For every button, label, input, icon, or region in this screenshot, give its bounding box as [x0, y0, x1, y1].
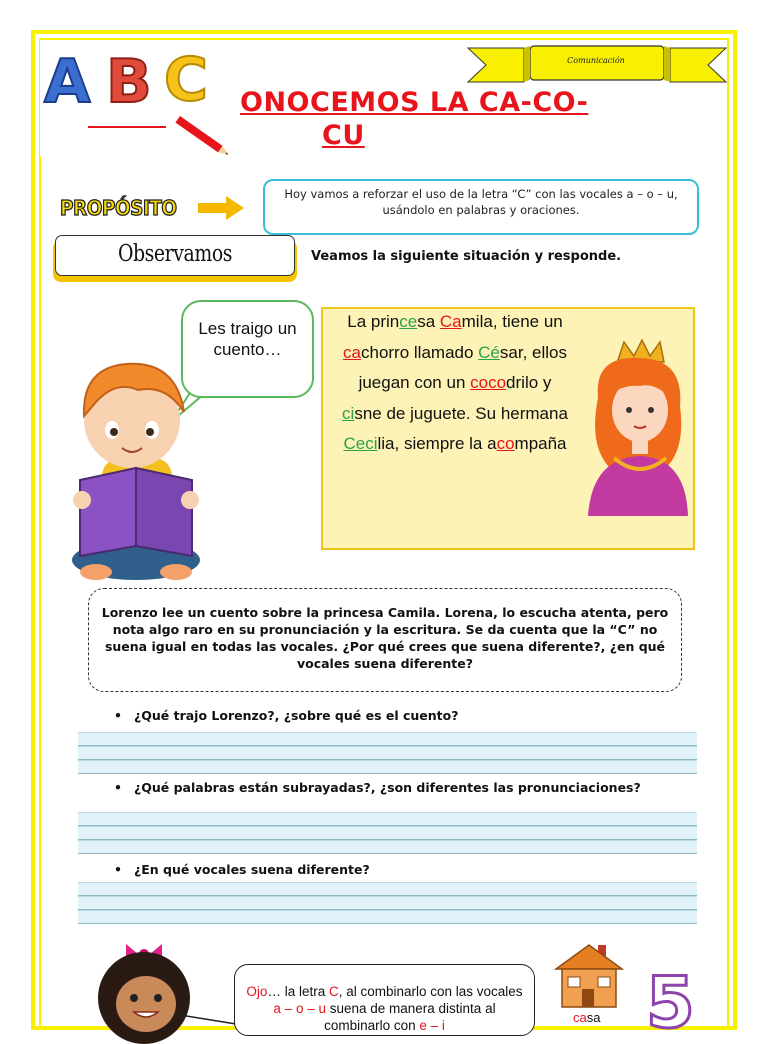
purpose-text: Hoy vamos a reforzar el uso de la letra “C” con las vocales a – o – u, usándolo en palabras y oraciones.	[263, 179, 699, 235]
observe-instruction: Veamos la siguiente situación y responde.	[311, 249, 622, 264]
princess-illustration-icon	[584, 340, 688, 520]
story-highlight: coco	[470, 373, 507, 392]
logo-letter-a: A	[44, 47, 91, 117]
ojo-highlight: a – o – u	[273, 1001, 326, 1016]
casa-rest: sa	[586, 1010, 601, 1025]
story-line	[330, 311, 580, 333]
story-text-segment: lia, siempre la a	[377, 434, 497, 453]
story-highlight: Ca	[439, 312, 462, 331]
question-1-bullet: •	[114, 708, 122, 723]
story-line	[330, 372, 580, 394]
casa-highlight: ca	[573, 1010, 587, 1025]
question-2	[114, 780, 641, 795]
story-text-segment: La prin	[347, 312, 400, 331]
ojo-text-segment: … la letra	[267, 984, 329, 999]
ojo-highlight: e – i	[419, 1018, 445, 1033]
question-1-text: ¿Qué trajo Lorenzo?, ¿sobre qué es el cuento?	[134, 708, 459, 723]
story-highlight: ci	[342, 403, 355, 423]
answer-lines-1[interactable]	[78, 732, 697, 774]
story-text-segment: mpaña	[514, 434, 567, 453]
question-3-text: ¿En qué vocales suena diferente?	[134, 862, 370, 877]
ojo-text-segment: suena de manera distinta al combinarlo con	[324, 1001, 496, 1033]
story-line	[330, 342, 580, 364]
purpose-label: PROPÓSITO	[60, 196, 177, 220]
title-line-1: ONOCEMOS LA CA-CO-	[240, 87, 589, 118]
story-highlight: Cé	[478, 342, 500, 362]
answer-lines-2[interactable]	[78, 812, 697, 854]
story-highlight: ca	[343, 342, 361, 362]
question-2-bullet: •	[114, 780, 122, 795]
page-number: 5	[646, 962, 695, 1044]
title-line-2: CU	[322, 120, 365, 151]
question-1	[114, 708, 459, 723]
ojo-highlight: C	[328, 984, 339, 999]
page-title	[240, 86, 640, 152]
casa-word	[573, 1010, 600, 1025]
question-2-text: ¿Qué palabras están subrayadas?, ¿son diferentes las pronunciaciones?	[134, 780, 641, 795]
story-line	[330, 433, 580, 455]
logo-letter-c: C	[164, 45, 209, 115]
ribbon-banner-icon	[468, 44, 726, 88]
story-highlight: ce	[399, 312, 418, 331]
story-text-segment: sar, ellos	[499, 342, 567, 362]
arrow-right-icon	[198, 196, 246, 220]
ojo-highlight: Ojo	[246, 984, 268, 999]
story-text-segment: mila, tiene un	[461, 312, 563, 331]
story-text-segment: drilo y	[506, 373, 552, 392]
house-icon	[554, 941, 624, 1009]
story-text-segment: sne de juguete. Su hermana	[354, 403, 568, 423]
story-highlight: Ceci	[343, 434, 378, 453]
question-3	[114, 862, 370, 877]
story-text-segment: chorro llamado	[360, 342, 479, 362]
story-text-segment: sa	[417, 312, 440, 331]
girl-illustration-icon	[80, 942, 220, 1024]
story-line	[330, 403, 580, 425]
speech-bubble: Les traigo un cuento…	[181, 300, 314, 398]
abc-logo	[40, 40, 240, 156]
description-text: Lorenzo lee un cuento sobre la princesa Camila. Lorena, lo escucha atenta, pero nota algo raro en su pronunciación y la escritura. Se da cuenta que la “C” no suena igual en todas las vocales. ¿Por qué crees que suena diferente?, ¿en qué vocales suena diferente?	[101, 605, 669, 671]
question-3-bullet: •	[114, 862, 122, 877]
answer-lines-3[interactable]	[78, 882, 697, 924]
observe-label: Observamos	[117, 241, 233, 267]
logo-letter-b: B	[106, 47, 152, 117]
ojo-note	[234, 964, 535, 1036]
subject-banner-label: Comunicación	[567, 56, 625, 65]
story-text	[330, 311, 580, 464]
boy-reading-illustration-icon	[66, 350, 222, 586]
story-text-segment: juegan con un	[358, 373, 471, 392]
story-highlight: co	[496, 434, 515, 453]
ojo-text-segment: , al combinarlo con las vocales	[338, 984, 523, 999]
